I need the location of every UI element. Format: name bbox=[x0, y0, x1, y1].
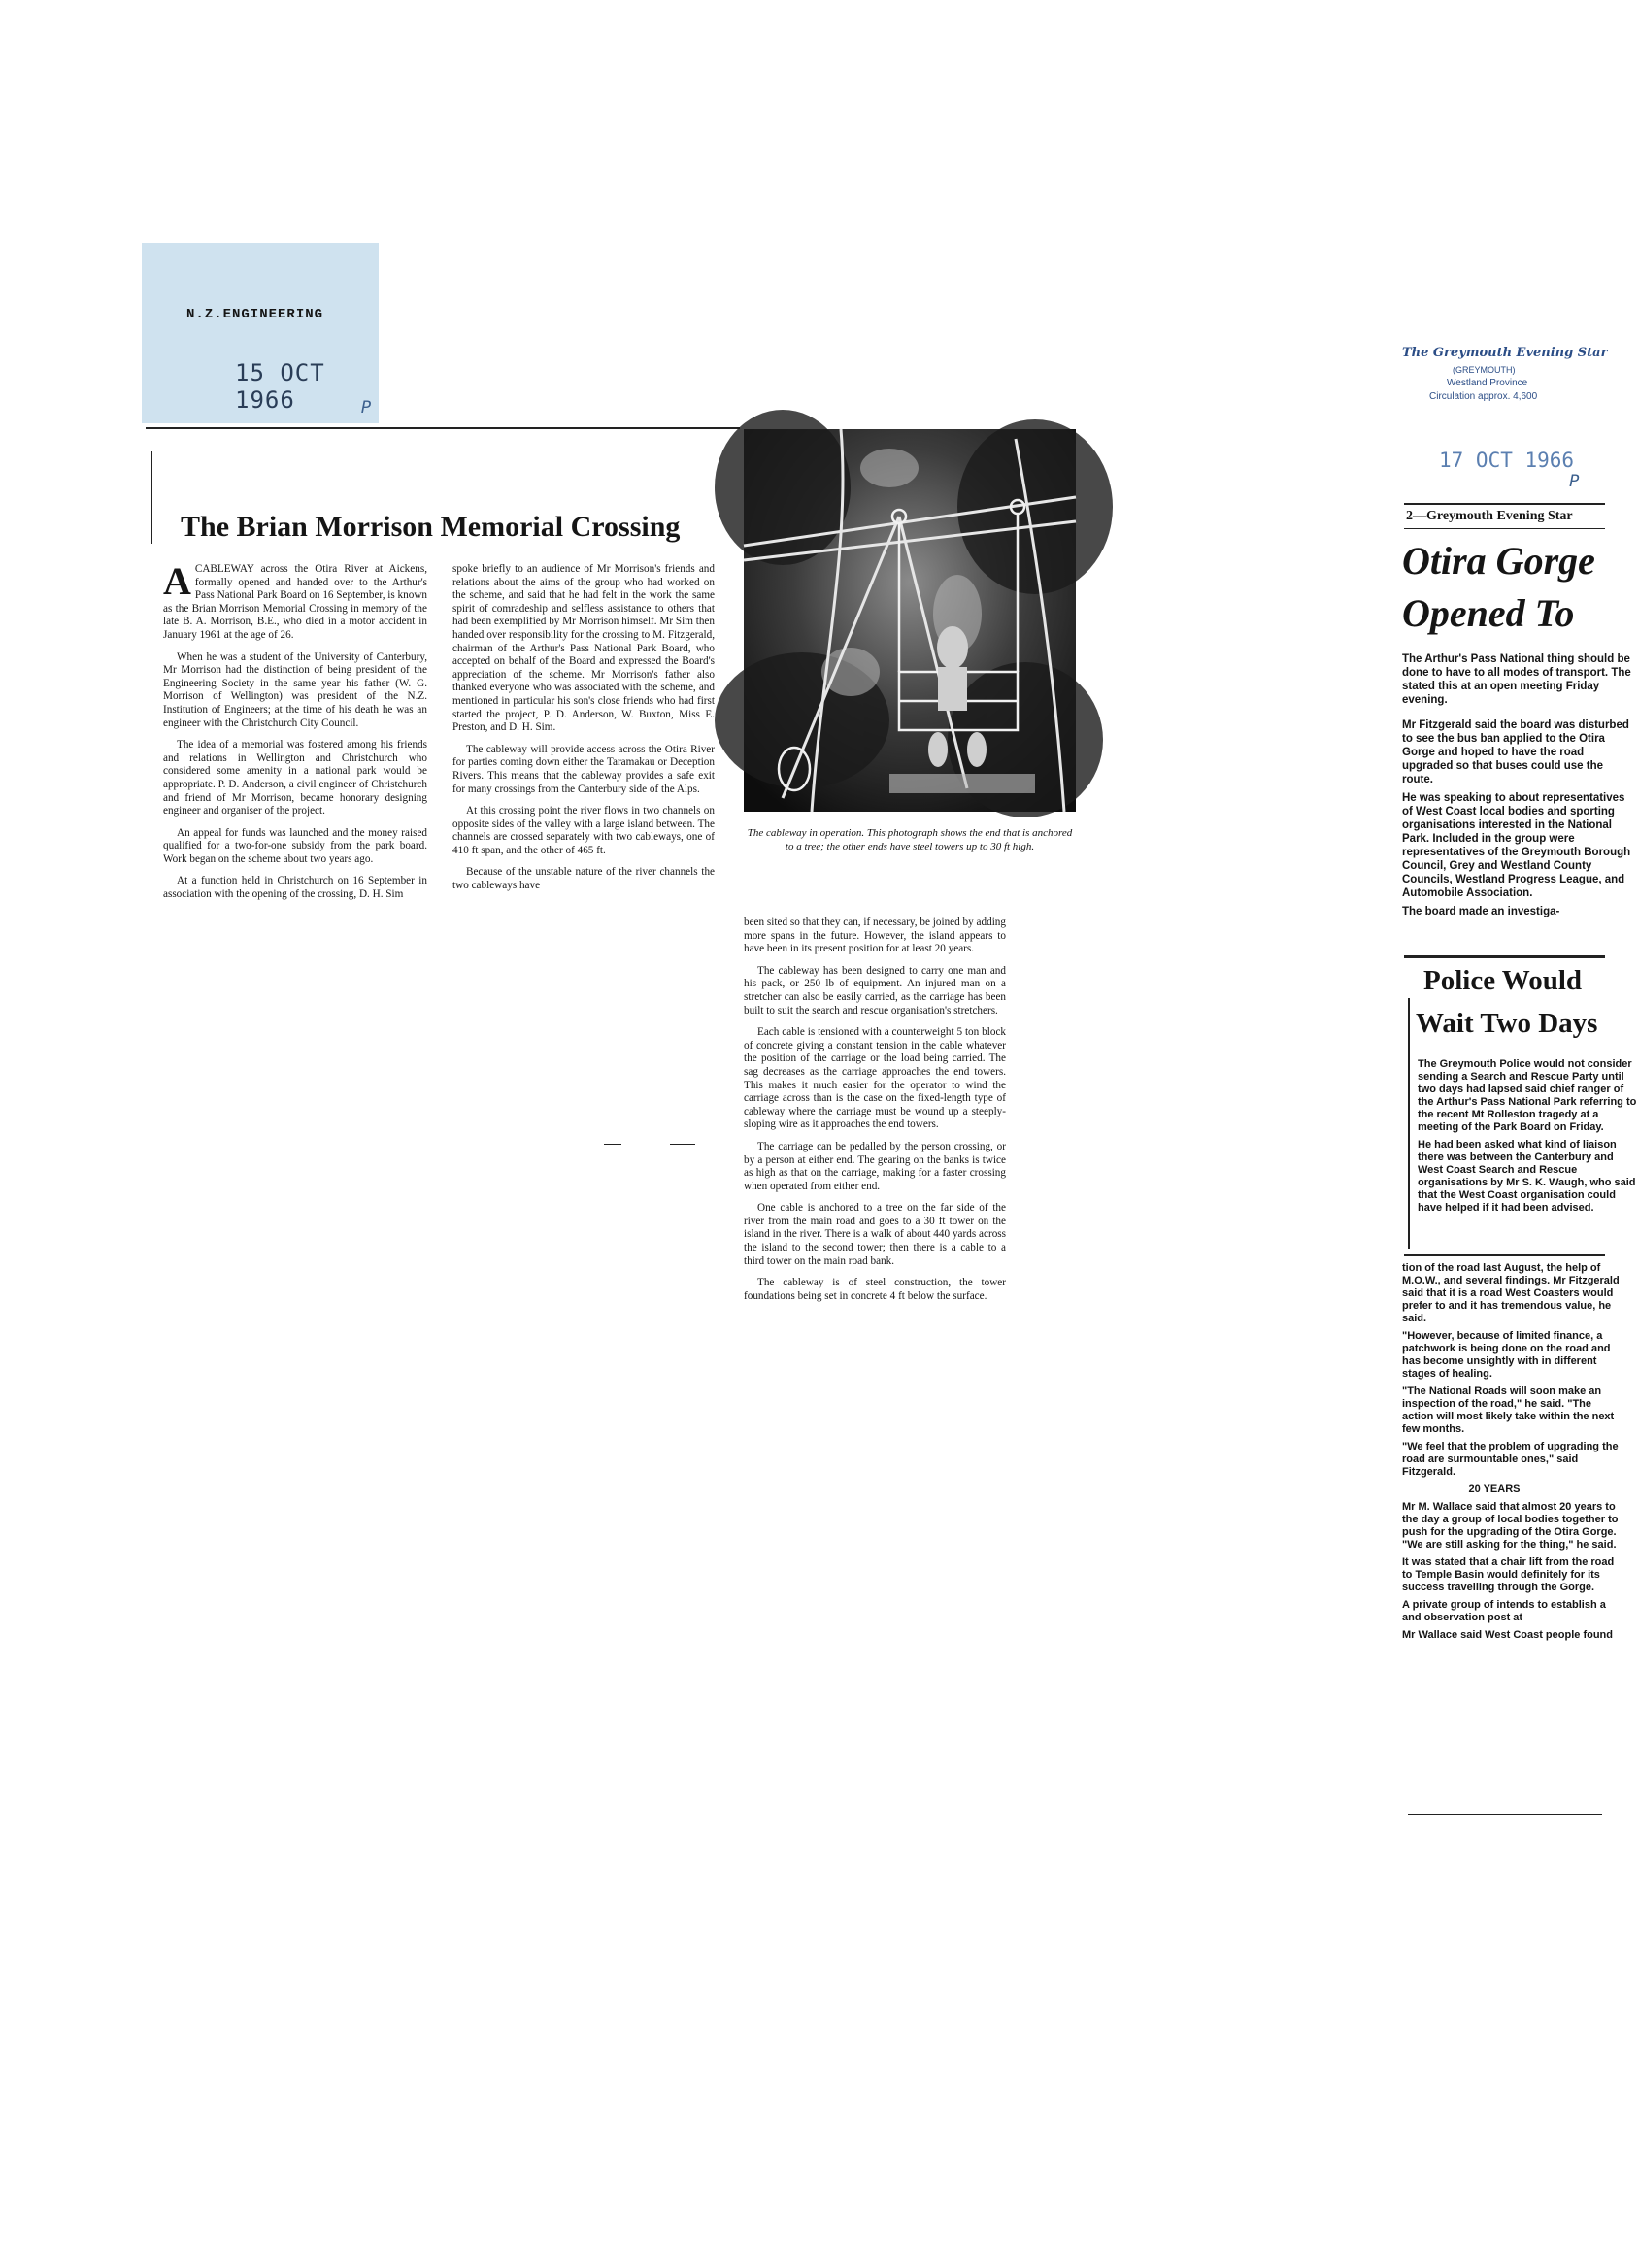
photo-caption: The cableway in operation. This photograph shows the end that is anchored to a tree; the other ends have steel towers up to 30 ft high. bbox=[747, 827, 1073, 852]
top-rule bbox=[146, 427, 740, 429]
body3-para-1: Mr M. Wallace said that almost 20 years to the day a group of local bodies together to push for the upgrading of the Otira Gorge. "We are still asking for the thing," he said. bbox=[1402, 1501, 1619, 1551]
sub-headline-line-1: Police Would bbox=[1423, 965, 1583, 996]
right-rule-3 bbox=[1404, 955, 1605, 958]
section-head: 20 YEARS bbox=[1468, 1484, 1521, 1495]
col3-para-3: Each cable is tensioned with a counterweight 5 ton block of concrete giving a constant tension in the cable whatever the position of the carriage or the load being carried. The sag decreases as the carriage approaches the end towers. This makes it much easier for the operator to wind the carriage across than is the case on the fixed-length type of cableway where the carriage must be wound up a steeply-sloping wire as it approaches the end towers. bbox=[744, 1026, 1006, 1131]
col3-para-1: been sited so that they can, if necessary, be joined by adding more spans in the future. However, the island appears to have been in its present position for at least 20 years. bbox=[744, 917, 1006, 955]
page-label: 2—Greymouth Evening Star bbox=[1406, 509, 1573, 523]
article-headline: The Brian Morrison Memorial Crossing bbox=[181, 511, 681, 543]
col2-para-3: At this crossing point the river flows in two channels on opposite sides of the valley with a large island between. The channels are crossed separately with two cableways, one of 410 ft span, and the other of 465 ft. bbox=[452, 805, 715, 856]
box-para-1: The Greymouth Police would not consider sending a Search and Rescue Party until two days had lapsed said chief ranger of the Arthur's Pass National Park referring to the recent Mt Rolleston tragedy at a meeting of the Park Board on Friday. bbox=[1418, 1058, 1637, 1133]
body3-para-4: Mr Wallace said West Coast people found bbox=[1402, 1629, 1613, 1641]
article-column-1 bbox=[163, 559, 428, 911]
col2-para-1: spoke briefly to an audience of Mr Morrison's friends and relations about the aims of the group who had worked on the scheme, and said that he had felt in the work the same spirit of comradeship and selfless assistance to others that had been exemplified by Mr Morrison himself. Mr Sim then handed over responsibility for the crossing to M. Fitzgerald, chairman of the Arthur's Pass National Park Board, who accepted on behalf of the Board and expressed the Board's appreciation of the scheme. Mr Morrison's father also thanked everyone who was associated with the scheme, and mentioned in particular his son's close friends who had first started the project, P. D. Anderson, W. Buxton, Miss E. Preston, and D. H. Sim. bbox=[452, 563, 715, 734]
col3-para-4: The carriage can be pedalled by the person crossing, or by a person at either end. The gearing on the banks is twice as high as that on the carriage, making for a faster crossing when operated from either end. bbox=[744, 1140, 1006, 1192]
masthead-region: Westland Province bbox=[1447, 378, 1528, 388]
sub-headline-line-2: Wait Two Days bbox=[1416, 1008, 1598, 1039]
publication-name: N.Z.ENGINEERING bbox=[186, 307, 324, 322]
right-rule-2 bbox=[1404, 528, 1605, 529]
end-rule bbox=[604, 1144, 621, 1145]
cableway-photo bbox=[744, 429, 1076, 812]
body2-para-2: "However, because of limited finance, a patchwork is being done on the road and has become unsightly with in different stages of healing. bbox=[1402, 1330, 1611, 1380]
masthead: The Greymouth Evening Star bbox=[1402, 346, 1608, 360]
stamp-date: 15 OCT 1966 bbox=[235, 359, 325, 414]
body3-para-3: A private group of intends to establish a and observation post at bbox=[1402, 1599, 1606, 1623]
end-rule-2 bbox=[670, 1144, 695, 1145]
right-body-2 bbox=[1402, 1262, 1625, 1647]
col1-para-3: The idea of a memorial was fostered among his friends and relations in Wellington and Christchurch who considered some amenity in a national park would be appropriate. P. D. Anderson, a civil engineer of Christchurch and friend of Mr Morrison, became honorary designing engineer and organiser of the project. bbox=[163, 739, 427, 817]
masthead-circulation: Circulation approx. 4,600 bbox=[1429, 391, 1538, 402]
col1-para-4: An appeal for funds was launched and the money raised qualified for a two-for-one subsidy from the park board. Work began on the scheme about two years ago. bbox=[163, 826, 427, 865]
body1-para-1: Mr Fitzgerald said the board was disturbed to see the bus ban applied to the Otira Gorge and hoped to have the road upgraded so that buses could use the route. bbox=[1402, 719, 1629, 785]
body2-para-1: tion of the road last August, the help of M.O.W., and several findings. Mr Fitzgerald said that it is a road West Coasters would prefer to and it has tremendous value, he said. bbox=[1402, 1262, 1620, 1324]
article-column-3 bbox=[744, 917, 1006, 1312]
cableway-photo-art bbox=[744, 429, 1076, 812]
right-headline-line-2: Opened To bbox=[1402, 591, 1575, 635]
body1-para-3: The board made an investiga- bbox=[1402, 906, 1560, 917]
col2-para-4: Because of the unstable nature of the river channels the two cableways have bbox=[452, 866, 715, 892]
article-column-2 bbox=[452, 563, 715, 902]
col1-para-1: ACABLEWAY across the Otira River at Aickens, formally opened and handed over to the Arthur's Pass National Park Board on 16 September, is known as the Brian Morrison Memorial Crossing in memory of the late B. A. Morrison, B.E., who died in a motor accident in January 1961 at the age of 26. bbox=[163, 559, 428, 641]
col3-para-5: One cable is anchored to a tree on the far side of the river from the main road and goes to a 30 ft tower on the island in the river. There is a walk of about 440 yards across the island to the second tower; then there is a cable to a third tower on the main road bank. bbox=[744, 1202, 1006, 1267]
body2-para-4: "We feel that the problem of upgrading the road are surmountable ones," said Fitzgerald. bbox=[1402, 1441, 1619, 1478]
right-top-rule bbox=[1404, 503, 1605, 505]
lead-text: The Arthur's Pass National thing should be done to have to all modes of transport. The stated this at an open meeting Friday evening. bbox=[1402, 653, 1631, 706]
masthead-place: (GREYMOUTH) bbox=[1453, 365, 1516, 375]
body1-para-2: He was speaking to about representatives of West Coast local bodies and sporting organisations interested in the National Park. Included in the group were representatives of the Greymouth Borough Council, Grey and Westland County Councils, Westland Progress League, and Automobile Association. bbox=[1402, 792, 1631, 899]
right-lead-paragraph bbox=[1402, 652, 1635, 712]
body3-para-2: It was stated that a chair lift from the road to Temple Basin would definitely for its success travelling through the Gorge. bbox=[1402, 1556, 1615, 1593]
drop-cap: A bbox=[163, 559, 191, 603]
left-border bbox=[151, 451, 152, 544]
col1-para-2: When he was a student of the University of Canterbury, Mr Morrison had the distinction of being president of the Engineering Society in the same year his father (W. G. Morrison of Wellington) was president of the N.Z. Institution of Engineers; at the time of his death he was an engineer with the Christchurch City Council. bbox=[163, 650, 427, 729]
box-story bbox=[1418, 1058, 1639, 1219]
right-bottom-rule bbox=[1408, 1814, 1602, 1815]
right-rule-4 bbox=[1404, 1254, 1605, 1256]
right-initials-mark: P bbox=[1569, 472, 1580, 491]
col3-para-2: The cableway has been designed to carry one man and his pack, or 250 lb of equipment. An injured man on a stretcher can also be easily carried, as the carriage has been built to suit the search and rescue organisation's stretchers. bbox=[744, 964, 1006, 1017]
box-para-2: He had been asked what kind of liaison there was between the Canterbury and West Coast Search and Rescue organisations by Mr S. K. Waugh, who said that the West Coast organisation could have helped if it had been advised. bbox=[1418, 1139, 1636, 1214]
body2-para-3: "The National Roads will soon make an inspection of the road," he said. "The action will most likely take within the next few months. bbox=[1402, 1385, 1615, 1435]
right-headline-line-1: Otira Gorge bbox=[1402, 539, 1595, 583]
right-stamp-date: 17 OCT 1966 bbox=[1439, 449, 1575, 472]
right-body-1 bbox=[1402, 718, 1635, 923]
right-clipping bbox=[1394, 328, 1637, 1821]
box-left-rule bbox=[1408, 998, 1410, 1249]
date-stamp bbox=[142, 243, 379, 423]
initials-mark: P bbox=[360, 398, 371, 417]
col1-para-5: At a function held in Christchurch on 16 September in association with the opening of the crossing, D. H. Sim bbox=[163, 875, 427, 901]
col2-para-2: The cableway will provide access across the Otira River for parties coming down either the Taramakau or Deception Rivers. This means that the cableway provides a safe exit for many crossings from the Canterbury side of the Alps. bbox=[452, 743, 715, 795]
col3-para-6: The cableway is of steel construction, the tower foundations being set in concrete 4 ft below the surface. bbox=[744, 1277, 1006, 1302]
